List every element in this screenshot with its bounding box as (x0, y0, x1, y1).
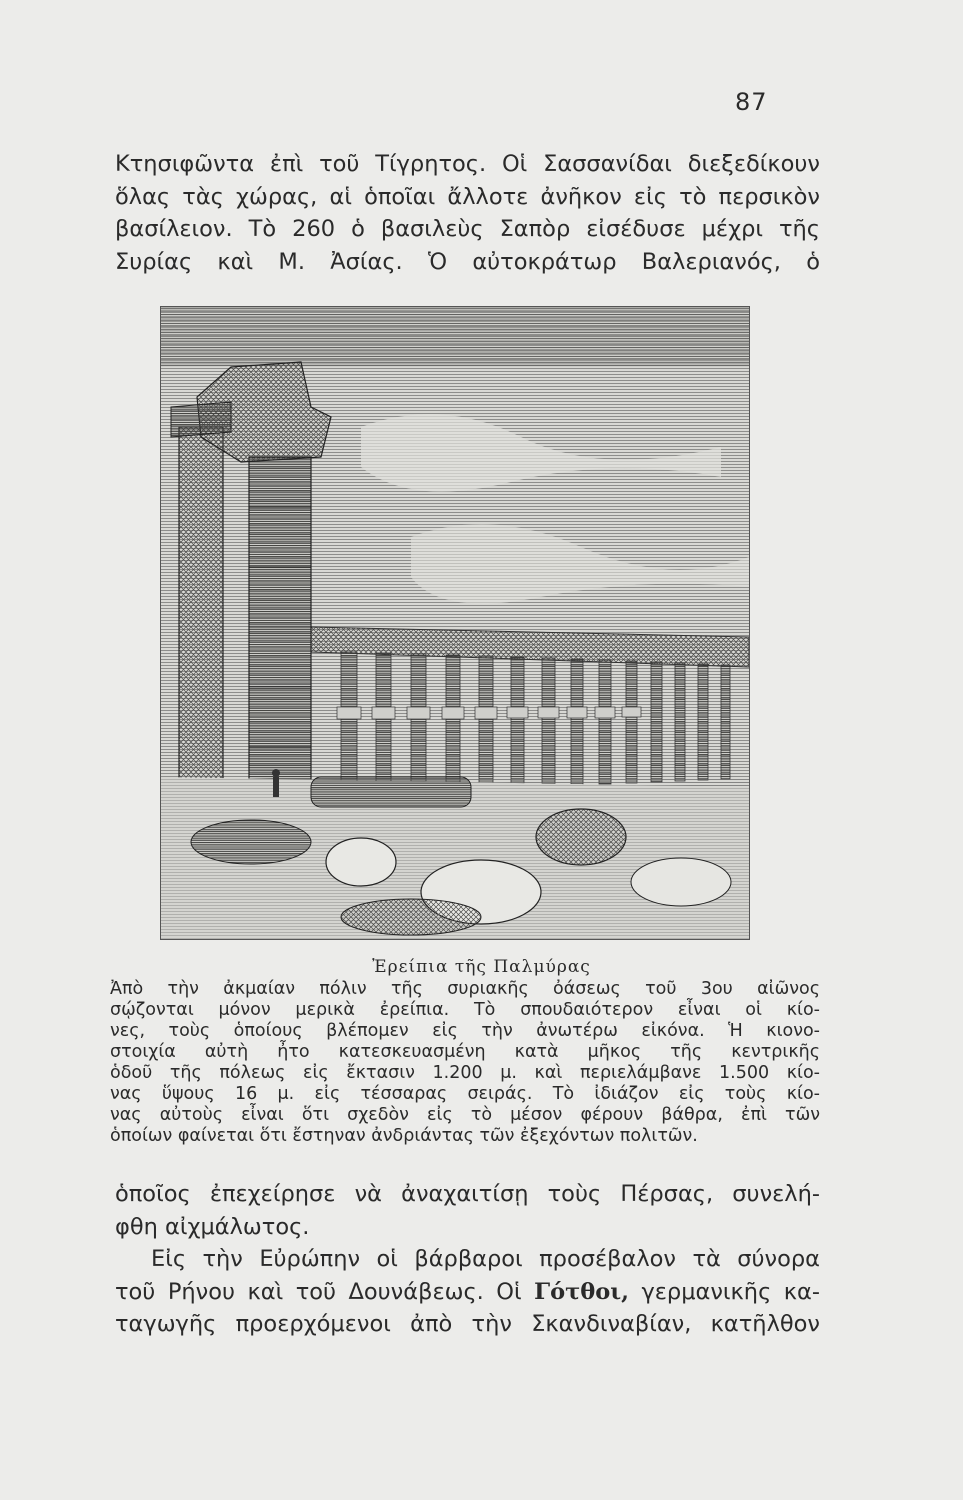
text-line: φθη αἰχμάλωτος. (115, 1213, 310, 1240)
caption-title: Ἐρείπια τῆς Παλμύρας (372, 957, 591, 977)
text-line: βασίλειον. Τὸ 260 ὁ βασιλεὺς Σαπὸρ εἰσέδυσε μέχρι τῆς (115, 216, 820, 242)
caption-line: Ἀπὸ τὴν ἀκμαίαν πόλιν τῆς συριακῆς ὀάσεως τοῦ 3ου αἰῶνος (110, 979, 820, 999)
caption-line: νας ὕψους 16 μ. εἰς τέσσαρας σειράς. Τὸ ἰδιάζον εἰς τοὺς κίο- (110, 1084, 820, 1104)
bold-term-goths: Γότθοι, (534, 1278, 629, 1305)
text-segment: γερμανικῆς κα- (628, 1278, 820, 1305)
text-line: Συρίας καὶ Μ. Ἀσίας. Ὁ αὐτοκράτωρ Βαλεριανός, ὁ (115, 248, 820, 275)
text-segment: τοῦ Ρήνου καὶ τοῦ Δουνάβεως. Οἱ (115, 1278, 535, 1305)
page-number: 87 (735, 88, 768, 116)
bottom-paragraph (115, 1178, 820, 1341)
caption-line: σῴζονται μόνον μερικὰ ἐρείπια. Τὸ σπουδαιότερον εἶναι οἱ κίο- (110, 1000, 820, 1020)
palmyra-ruins-engraving (160, 306, 750, 940)
caption-line: στοιχία αὐτὴ ἦτο κατεσκευασμένη κατὰ μῆκος τῆς κεντρικῆς (110, 1042, 820, 1062)
text-line: Εἰς τὴν Εὐρώπην οἱ βάρβαροι προσέβαλον τὰ σύνορα (151, 1246, 820, 1272)
text-line: ὁποῖος ἐπεχείρησε νὰ ἀναχαιτίσῃ τοὺς Πέρσας, συνελή- (115, 1181, 820, 1207)
caption-line: νας αὐτοὺς εἶναι ὅτι σχεδὸν εἰς τὸ μέσον φέρουν βάθρα, ἐπὶ τῶν (110, 1105, 820, 1125)
caption-line: νες, τοὺς ὁποίους βλέπομεν εἰς τὴν ἀνωτέρω εἰκόνα. Ἡ κιονο- (110, 1021, 820, 1041)
text-line: ὅλας τὰς χώρας, αἱ ὁποῖαι ἄλλοτε ἀνῆκον εἰς τὸ περσικὸν (115, 183, 820, 210)
caption-line: ὁδοῦ τῆς πόλεως εἰς ἔκτασιν 1.200 μ. καὶ περιελάμβανε 1.500 κίο- (110, 1063, 820, 1083)
top-paragraph (115, 148, 820, 278)
text-line: ταγωγῆς προερχόμενοι ἀπὸ τὴν Σκανδιναβίαν, κατῆλθον (115, 1311, 820, 1337)
text-line: Κτησιφῶντα ἐπὶ τοῦ Τίγρητος. Οἱ Σασσανίδαι διεξεδίκουν (115, 151, 820, 177)
text-line (115, 1276, 820, 1309)
caption-line: ὁποίων φαίνεται ὅτι ἔστηναν ἀνδριάντας τῶν ἐξεχόντων πολιτῶν. (110, 1126, 698, 1146)
figure-caption (110, 979, 820, 1147)
